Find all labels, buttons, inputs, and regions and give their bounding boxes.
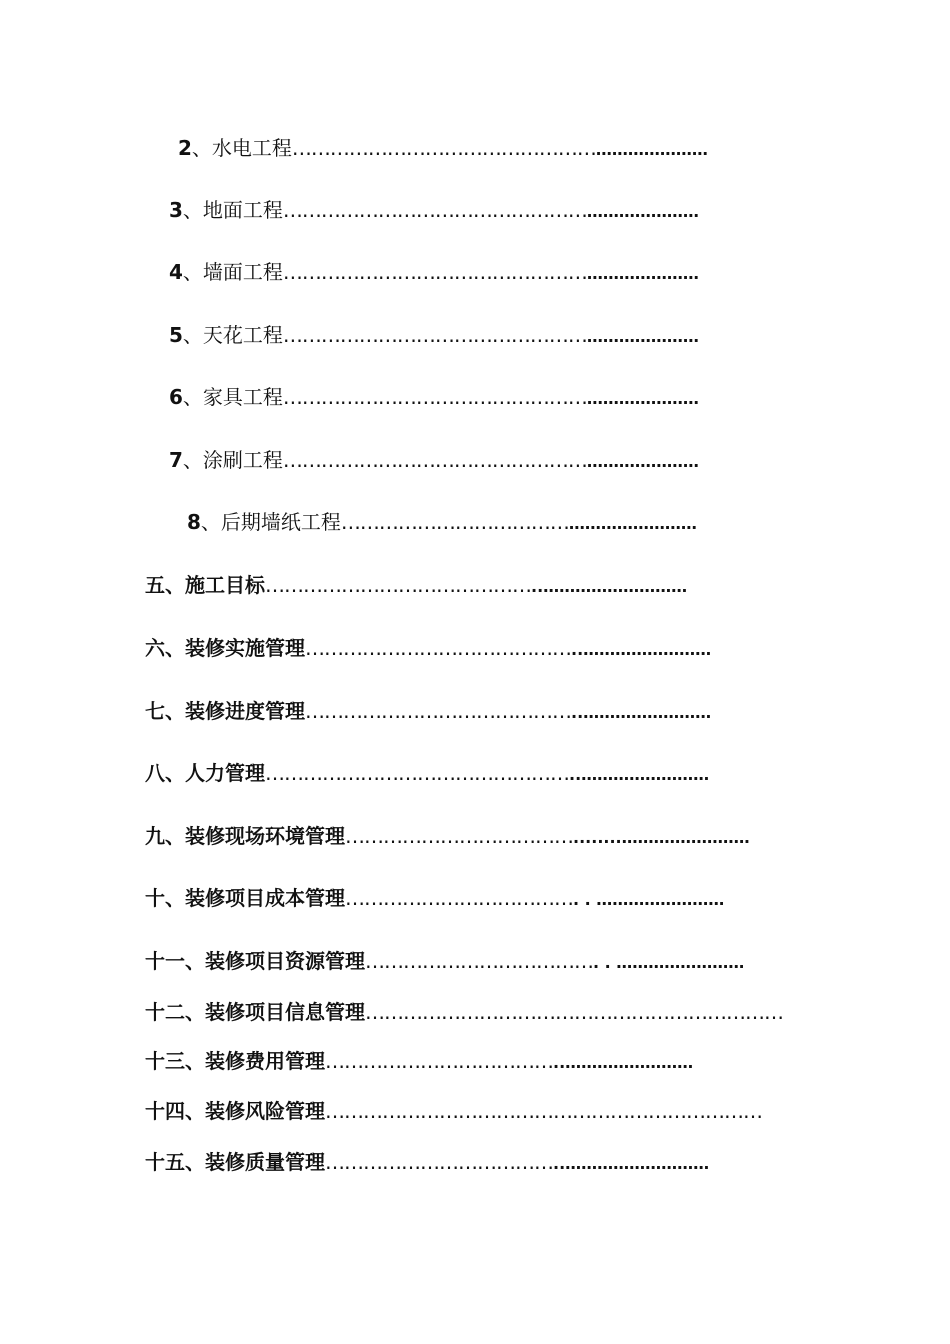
toc-entry[interactable] xyxy=(178,136,708,162)
toc-entry-title: 天花工程 xyxy=(202,323,283,347)
toc-dot-leader: ……………………………… xyxy=(325,1150,553,1174)
toc-dot-leader-tail: ..…………………… xyxy=(553,1053,694,1072)
toc-entry-separator: 、 xyxy=(182,323,203,347)
toc-entry-title: 八、人力管理 xyxy=(145,761,265,785)
toc-dot-leader: ………………………………………… xyxy=(282,385,587,409)
toc-entry[interactable] xyxy=(169,260,699,286)
toc-dot-leader: ………………………………………… xyxy=(282,260,587,284)
toc-entry[interactable] xyxy=(169,448,699,474)
toc-entry-title: 后期墙纸工程 xyxy=(220,510,341,534)
toc-entry-number: 4 xyxy=(169,260,183,284)
toc-entry-title: 十三、装修费用管理 xyxy=(145,1049,325,1073)
toc-entry-number: 7 xyxy=(169,448,183,472)
toc-dot-leader-tail: ..……………………… xyxy=(553,1154,710,1173)
toc-entry-title: 墙面工程 xyxy=(202,260,283,284)
toc-entry-separator: 、 xyxy=(182,260,203,284)
toc-dot-leader: …………………………………… xyxy=(305,699,571,723)
toc-entry-title: 十二、装修项目信息管理 xyxy=(145,1000,365,1024)
toc-entry[interactable] xyxy=(169,198,699,224)
toc-dot-leader: …………………………………… xyxy=(305,636,571,660)
toc-entry-number: 8 xyxy=(187,510,201,534)
toc-entry-title: 水电工程 xyxy=(211,136,292,160)
toc-dot-leader-tail: ………………… xyxy=(586,264,699,283)
toc-dot-leader-tail: . . …………………… xyxy=(593,953,745,972)
toc-entry[interactable] xyxy=(145,699,711,725)
toc-entry[interactable] xyxy=(145,949,744,975)
toc-entry-number: 5 xyxy=(169,323,183,347)
toc-entry-separator: 、 xyxy=(191,136,212,160)
toc-entry-title: 十、装修项目成本管理 xyxy=(145,886,345,910)
toc-dot-leader: ………………………………………… xyxy=(282,323,587,347)
toc-dot-leader: ……………………………… xyxy=(345,824,573,848)
toc-entry-title: 十四、装修风险管理 xyxy=(145,1099,325,1123)
toc-entry-number: 2 xyxy=(178,136,192,160)
toc-entry[interactable] xyxy=(145,1150,709,1176)
toc-dot-leader: ………………………………………… xyxy=(291,136,596,160)
toc-entry-title: 涂刷工程 xyxy=(202,448,283,472)
toc-dot-leader-tail: ………………… xyxy=(586,202,699,221)
toc-entry-separator: 、 xyxy=(200,510,221,534)
toc-entry[interactable] xyxy=(145,886,724,912)
toc-entry[interactable] xyxy=(169,323,699,349)
toc-dot-leader-tail: ..…………………… xyxy=(571,640,712,659)
toc-dot-leader-tail: ..…………………… xyxy=(569,765,710,784)
toc-dot-leader: ………………………………………… xyxy=(265,761,569,785)
toc-dot-leader-tail: ..……………………… xyxy=(531,577,688,596)
toc-dot-leader-tail: ………………… xyxy=(586,389,699,408)
toc-entry[interactable] xyxy=(145,1049,693,1075)
toc-dot-leader: ……………………………… xyxy=(325,1049,553,1073)
toc-entry-separator: 、 xyxy=(182,198,203,222)
toc-dot-leader-tail: ........…………………… xyxy=(573,828,750,847)
toc-dot-leader: ………………………………………………………… xyxy=(365,1000,783,1024)
toc-dot-leader: ………………………………………… xyxy=(282,198,587,222)
toc-dot-leader: ………………………………………… xyxy=(282,448,587,472)
toc-dot-leader-tail: ………………… xyxy=(586,327,699,346)
toc-entry[interactable] xyxy=(145,1099,762,1125)
toc-entry[interactable] xyxy=(145,636,711,662)
toc-dot-leader-tail: ………………… xyxy=(586,452,699,471)
toc-dot-leader-tail: …………………… xyxy=(568,514,697,533)
toc-entry-title: 地面工程 xyxy=(202,198,283,222)
toc-dot-leader: ……………………………… xyxy=(340,510,569,534)
toc-entry[interactable] xyxy=(145,761,709,787)
toc-entry-title: 六、装修实施管理 xyxy=(145,636,305,660)
toc-dot-leader: …………………………………… xyxy=(265,573,531,597)
toc-dot-leader: …………………………………………………………… xyxy=(325,1099,762,1123)
toc-entry-title: 九、装修现场环境管理 xyxy=(145,824,345,848)
toc-entry[interactable] xyxy=(145,573,687,599)
toc-entry[interactable] xyxy=(169,385,699,411)
toc-entry-number: 6 xyxy=(169,385,183,409)
toc-dot-leader-tail: ..…………………… xyxy=(571,703,712,722)
toc-entry-title: 十五、装修质量管理 xyxy=(145,1150,325,1174)
toc-entry-title: 五、施工目标 xyxy=(145,573,265,597)
toc-entry-number: 3 xyxy=(169,198,183,222)
toc-entry-title: 家具工程 xyxy=(202,385,283,409)
toc-dot-leader: ……………………………… xyxy=(365,949,593,973)
toc-entry[interactable] xyxy=(187,510,697,536)
toc-dot-leader-tail: . . …………………… xyxy=(573,890,725,909)
toc-dot-leader-tail: ………………… xyxy=(595,140,708,159)
toc-entry-title: 七、装修进度管理 xyxy=(145,699,305,723)
toc-entry-separator: 、 xyxy=(182,385,203,409)
toc-dot-leader: ……………………………… xyxy=(345,886,573,910)
toc-entry[interactable] xyxy=(145,1000,783,1026)
toc-entry-separator: 、 xyxy=(182,448,203,472)
toc-entry[interactable] xyxy=(145,824,750,850)
toc-entry-title: 十一、装修项目资源管理 xyxy=(145,949,365,973)
